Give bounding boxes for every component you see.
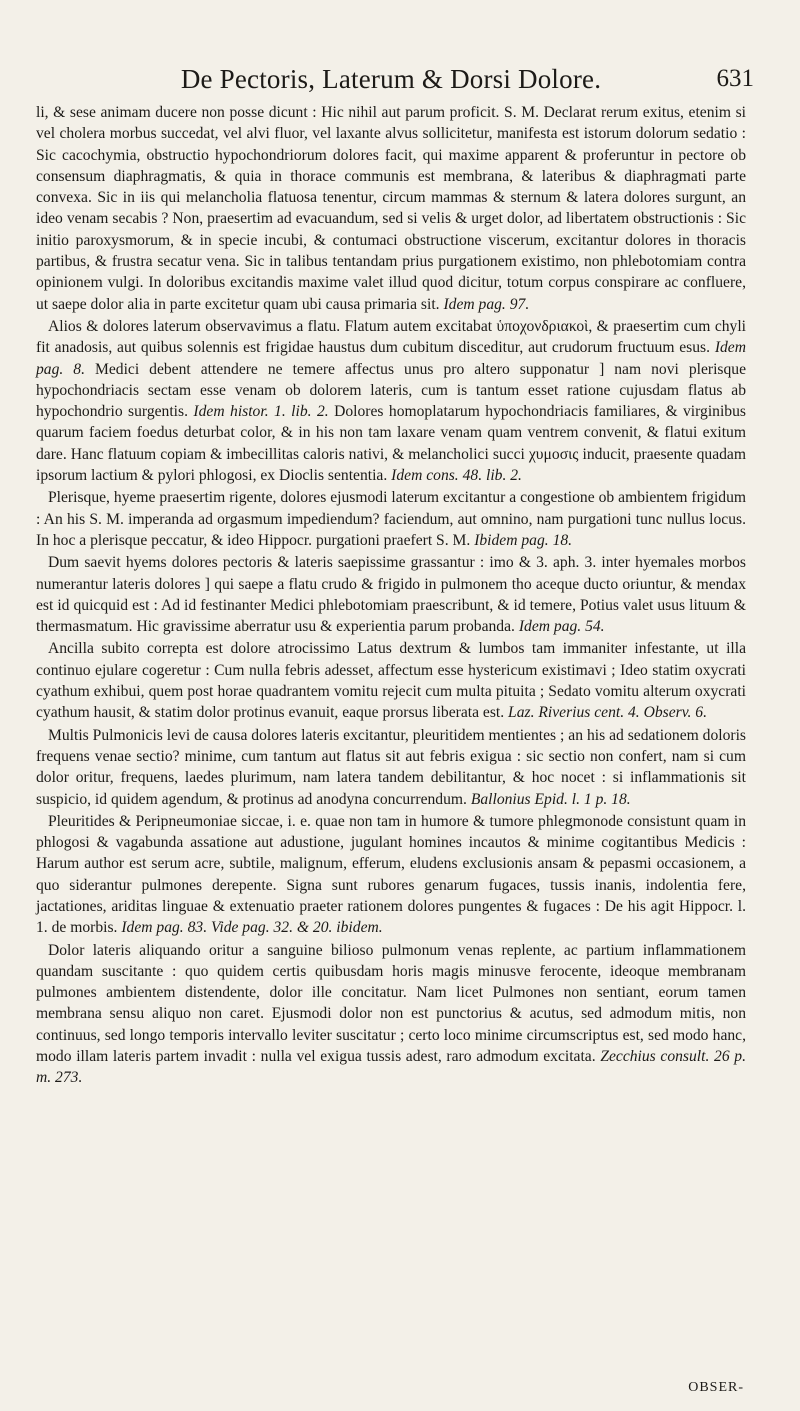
paragraph — [36, 102, 746, 315]
citation: Zecchius consult. 26 p. m. 273. — [36, 1048, 746, 1087]
paragraph — [36, 638, 746, 723]
citation: Idem cons. 48. lib. 2. — [391, 467, 522, 485]
paragraph-text: Dolores homoplatarum hypochondriacis familiares, & virginibus quarum faciem foedus deturbat color, & in his non tam laxare venam quam ventrem convenit, & flatui exitum dare. Hanc flatuum copiam & imbecillitas caloris nativi, & melancholici succi χυμοσις inducit, praesente quadam ipsorum lactium & pylori phlogosi, ex Dioclis sententia. — [36, 403, 746, 485]
paragraph — [36, 316, 746, 486]
paragraph-text: Dolor lateris aliquando oritur a sanguine bilioso pulmonum venas replente, ac partium inflammationem quandam suscitante : quo quidem certis quibusdam horis magis minusve ferocente, ideoque membranam pulmones ambientem distendente, dolor ille concitatur. Nam licet Pulmones non sentiant, eorum tamen membrana sensu aliquo non caret. Ejusmodi dolor non est punctorius & acutus, sed admodum mitis, non continuus, sed longo temporis intervallo leviter suscitatur ; certo loco minime circumscriptus est, sed modo hanc, modo illam lateris partem invadit : nulla vel exigua tussis adest, raro admodum excitata. — [36, 941, 746, 1066]
paragraph-text: Dum saevit hyems dolores pectoris & lateris saepissime grassantur : imo & 3. aph. 3. inter hyemales morbos numerantur lateris dolores ] qui saepe a flatu crudo & frigido in pulmonem tho aceque ducto oriuntur, & mendax est id quicquid est : Ad id festinanter Medici phlebotomiam praescribunt, & id temere, Potius valet usus lituum & thermasmatum. Hic gravissime aberratur usu & experientia parum probanda. — [36, 554, 746, 636]
running-title: De Pectoris, Laterum & Dorsi Dolore. — [180, 64, 602, 94]
paragraph — [36, 487, 746, 551]
citation: Idem pag. 54. — [518, 618, 605, 636]
page-body — [36, 102, 746, 1089]
citation: Idem histor. 1. lib. 2. — [193, 403, 329, 421]
citation: Idem pag. 8. — [36, 339, 746, 378]
citation: Idem pag. 83. Vide pag. 32. & 20. ibidem. — [121, 919, 383, 937]
page-number: 631 — [716, 65, 754, 92]
paragraph-text: Alios & dolores laterum observavimus a flatu. Flatum autem excitabat ὑποχονδριακοὶ, & praesertim cum chyli fit anadosis, aut quibus solennis est frigidae haustus dum cubitum disceditur, aut crudorum fructuum esus. — [36, 317, 746, 357]
citation: Idem pag. 97. — [443, 295, 530, 313]
paragraph — [36, 811, 746, 939]
catchword: OBSER- — [688, 1380, 744, 1395]
paragraph-text: Pleuritides & Peripneumoniae siccae, i. e. quae non tam in humore & tumore phlegmonode consistunt quam in phlogosi & vagabunda assatione aut adustione, jugulant homines incautos & minime cogitantibus Medicis : Harum author est serum acre, subtile, malignum, efferum, eludens exclusionis ansam & pepasmi occasionem, a quo siderantur pulmones derepente. Signa sunt rubores genarum fugaces, tussis inanis, indolentia fere, jactationes, ariditas linguae & extenuatio praeter rationem dolores pungentes & fugaces : De his agit Hippocr. l. 1. de morbis. — [36, 812, 746, 937]
paragraph — [36, 725, 746, 810]
citation: Ballonius Epid. l. 1 p. 18. — [470, 790, 631, 808]
citation: Laz. Riverius cent. 4. Observ. 6. — [508, 704, 707, 722]
paragraph-text: Ancilla subito correpta est dolore atrocissimo Latus dextrum & lumbos tam immaniter infestante, ut illa continuo ejulare cogeretur : Cum nulla febris adesset, affectum esse hystericum existimavi ; Ideo statim oxycrati cyathum exhibui, quem post horae quadrantem vomitu rejecit cum multa pituita ; Sedato vomitu alterum oxycrati cyathum hausit, & statim dolor protinus evanuit, eaque prorsus liberata est. — [36, 640, 746, 722]
paragraph-text: Medici debent attendere ne temere affectus unus pro altero supponatur ] nam novi plerisque hypochondriacis sectam esse venam ob dolorem lateris, cum is tantum esset ratione cujusdam flatus ab hypochondrio surgentis. — [36, 360, 746, 421]
paragraph — [36, 552, 746, 637]
paragraph-text: li, & sese animam ducere non posse dicunt : Hic nihil aut parum proficit. S. M. Declarat rerum exitus, etenim si vel cholera morbus succedat, vel alvi fluor, vel laxante alvus sollicitetur, manifesta est istorum dolorum sedatio : Sic cacochymia, obstructio hypochondriorum dolores facit, qui maxime apparent & proferuntur in pectore ob consensum diaphragmatis, & quia in thorace communis est membrana, & lateribus & diaphragmati parte convexa. Sic in iis qui melancholia flatuosa tenentur, circum mammas & sternum & latera dolores surgunt, an ideo venam secabis ? Non, praesertim ad evacuandum, sed si velis & urget dolor, ad libertatem obstructionis : Sic initio paroxysmorum, & in specie incubi, & contumaci obstructione viscerum, excitantur dolores in thoracis partibus, & frustra secatur vena. Sic in talibus tentandam prius purgationem existimo, non phlebotomiam contra opinionem vulgi. In doloribus excitandis maxime valet illud quod dicitur, totum corpus conspirare ac confluere, ut saepe dolor alia in parte excitetur quam ubi causa primaria sit. — [36, 104, 746, 313]
page-header — [36, 56, 754, 102]
paragraph-text: Plerisque, hyeme praesertim rigente, dolores ejusmodi laterum excitantur a congestione ob ambientem frigidum : An his S. M. imperanda ad orgasmum impediendum? faciendum, aut omnino, nam purgationi tunc nullus locus. In hoc a plerisque peccatur, & ideo Hippocr. purgationi praefert S. M. — [36, 489, 746, 549]
paragraph-text: Multis Pulmonicis levi de causa dolores lateris excitantur, pleuritidem mentientes ; an his ad sedationem doloris frequens venae sectio? minime, cum tantum aut flatus sit aut febris exigua : sic sectio non confert, nam si cum dolor oritur, frequens, laedes plurimum, nam latera tandem debilitantur, & hoc nocet : si inflammationis sit suspicio, id quidem agendum, & protinus ad anodyna concurrendum. — [36, 726, 746, 808]
citation: Ibidem pag. 18. — [474, 531, 573, 549]
paragraph — [36, 940, 746, 1089]
